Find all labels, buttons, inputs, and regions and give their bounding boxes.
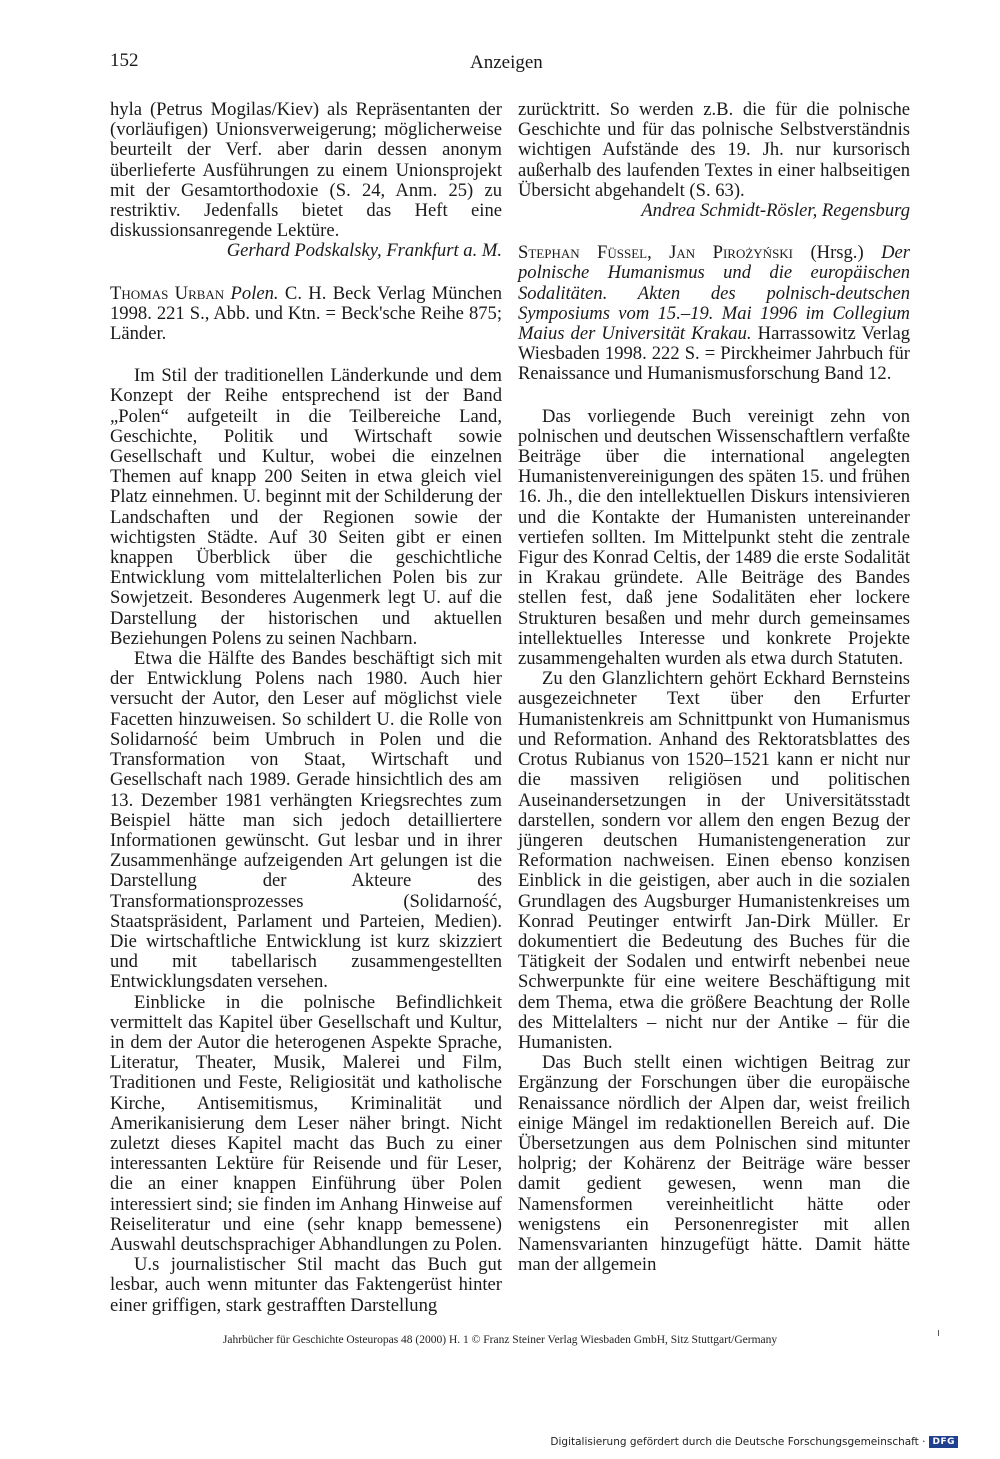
book-entry-fuessel [518,243,910,384]
digitization-text: Digitalisierung gefördert durch die Deutsche Forschungsgemeinschaft · [550,1436,926,1448]
entry-authors: Stephan Füssel, Jan Pirożyński [518,242,794,264]
book-entry-urban [110,284,502,345]
right-continuation-signature: Andrea Schmidt-Rösler, Regensburg [641,200,910,222]
dfg-logo: DFG [929,1436,958,1448]
entry-publication: Harrassowitz Verlag Wiesbaden 1998. 222 S. = Pirckheimer Jahrbuch für Renaissance und Humanismusforschung Band 12. [518,323,911,385]
review-paragraph-3: Einblicke in die polnische Befindlichkeit vermittelt das Kapitel über Gesellschaft und Kultur, in dem der Autor die heterogenen Aspekte Sprache, Literatur, Theater, Musik, Malerei und Film, Traditionen und Feste, Religiosität und katholische Kirche, Antisemitismus, Kriminalität und Amerikanisierung dem Leser näher bringt. Nicht zuletzt dieses Kapitel macht das Buch zu einer interessanten Lektüre für Reisende und für Leser, die an einer knappen Einführung über Polen interessiert sind; sie finden im Anhang Hinweise auf Reiseliteratur und eine (sehr knapp bemessene) Auswahl deutschsprachiger Abhandlungen zu Polen. [110,991,502,1255]
review-paragraph-1: Im Stil der traditionellen Länderkunde und dem Konzept der Reihe entsprechend ist der Band „Polen“ aufgeteilt in die Teilbereiche Land, Geschichte, Politik und Wirtschaft sowie Gesellschaft und Kultur, wobei die einzelnen Themen auf knapp 200 Seiten in etwa gleich viel Platz einnehmen. U. beginnt mit der Schilderung der Landschaften und der Regionen sowie der wichtigsten Städte. Auf 30 Seiten gibt er einen knappen Überblick über die geschichtliche Entwicklung vom mittelalterlichen Polen bis zur Sowjetzeit. Besonderes Augenmerk legt U. auf die Darstellung der historischen und aktuellen Beziehungen Polens zu seinen Nachbarn. [110,365,502,649]
right-column [518,100,910,1275]
entry-title: Der polnische Humanismus und die europäischen Sodalitäten. Akten des polnisch-deutschen Symposiums vom 15.–19. Mai 1996 im Collegium Maius der Universität Krakau. [518,242,910,345]
review-paragraph-3: Das Buch stellt einen wichtigen Beitrag zur Ergänzung der Forschungen über die europäische Renaissance nördlich der Alpen dar, weist freilich einige Mängel im redaktionellen Bereich auf. Die Übersetzungen aus dem Polnischen sind mitunter holprig; der Kohärenz der Beiträge wäre besser damit gedient gewesen, wenn man die Namensformen vereinheitlicht hätte oder wenigstens ein Personenregister mit allen Namensvarianten hinzugefügt hätte. Damit hätte man der allgemein [518,1052,910,1276]
left-continuation-text: hyla (Petrus Mogilas/Kiev) als Repräsentanten der (vorläufigen) Unionsverweigerung; möglicherweise beurteilt der Verf. aber darin dessen anonym überlieferte Ausführungen zu einem Unionsprojekt mit der Gesamtorthodoxie (S. 24, Anm. 25) zu restriktiv. Jedenfalls bietet das Heft eine diskussionsanregende Lektüre. [110,99,502,242]
review-paragraph-1: Das vorliegende Buch vereinigt zehn von polnischen und deutschen Wissenschaftlern verfaßte Beiträge über die international angelegten Humanistenvereinigungen des späten 15. und frühen 16. Jh., die den intellektuellen Diskurs intensivieren und die Kontakte der Humanisten untereinander vertiefen sollten. Im Mittelpunkt steht die zentrale Figur des Konrad Celtis, der 1489 die erste Sodalität in Krakau gründete. Alle Beiträge des Bandes stellen fest, daß jene Sodalitäten eher lockere Strukturen besaßen und mehr durch gemeinsames intellektuelles Interesse und konkrete Projekte zusammengehalten wurden als etwa durch Statuten. [518,405,910,670]
review-paragraph-2: Zu den Glanzlichtern gehört Eckhard Bernsteins ausgezeichneter Text über den Erfurter Humanistenkreis am Schnittpunkt von Humanismus und Reformation. Anhand des Rektoratsblattes des Crotus Rubianus von 1520–1521 kann er nicht nur die massiven religiösen und politischen Auseinandersetzungen in der Universitätsstadt darstellen, sondern vor allem den engen Bezug der jüngeren deutschen Humanistengeneration zur Reformation nachweisen. Einen ebenso konzisen Einblick in die geistigen, aber auch in die sozialen Grundlagen des Augsburger Humanistenkreises um Konrad Peutinger entwirft Jan-Dirk Müller. Er dokumentiert die Bedeutung des Buches für die Tätigkeit der Sodalen und entwirft nebenbei neue Schwerpunkte für eine weitere Beschäftigung mit dem Thema, etwa die größere Beachtung der Rolle des Mittelalters – nicht nur der Antike – für die Humanisten. [518,668,910,1053]
review-paragraph-2: Etwa die Hälfte des Bandes beschäftigt sich mit der Entwicklung Polens nach 1980. Auch hier versucht der Autor, den Leser auf möglichst viele Facetten hinzuweisen. So schildert U. die Rolle von Solidarność beim Umbruch in Polen und die Transformation von Staat, Wirtschaft und Gesellschaft nach 1989. Gerade hinsichtlich des am 13. Dezember 1981 verhängten Kriegsrechtes zum Beispiel hätte man sich jedoch detailliertere Informationen gewünscht. Gut lesbar und in ihrer Zusammenhänge aufzeigenden Art gelungen ist die Darstellung der Akteure des Transformationsprozesses (Solidarność, Staatspräsident, Parlament und Parteien, Medien). Die wirtschaftliche Entwicklung ist kurz skizziert und mit tabellarisch zusammengestellten Entwicklungsdaten versehen. [110,648,502,993]
right-continuation-text: zurücktritt. So werden z.B. die für die polnische Geschichte und für das polnische Selbstverständnis wichtigen Aufstände des 19. Jh. nur kursorisch außerhalb des laufenden Textes in einer halbseitigen Übersicht abgehandelt (S. 63). [518,99,910,201]
left-column [110,100,502,1316]
entry-publication: C. H. Beck Verlag München 1998. 221 S., Abb. und Ktn. = Beck'sche Reihe 875; Länder. [110,282,503,345]
digitization-notice [550,1436,958,1448]
journal-footer: Jahrbücher für Geschichte Osteuropas 48 (2000) H. 1 © Franz Steiner Verlag Wiesbaden GmbH, Sitz Stuttgart/Germany [222,1334,778,1346]
entry-title: Polen. [230,282,279,304]
review-paragraph-4: U.s journalistischer Stil macht das Buch gut lesbar, auch wenn mitunter das Faktengerüst hinter einer griffigen, stark gestrafften Darstellung [110,1254,502,1316]
page-number: 152 [110,50,139,71]
left-continuation-signature: Gerhard Podskalsky, Frankfurt a. M. [226,240,502,262]
entry-editor-mark: (Hrsg.) [810,242,864,264]
entry-author: Thomas Urban [110,282,225,304]
running-head: Anzeigen [470,52,543,73]
